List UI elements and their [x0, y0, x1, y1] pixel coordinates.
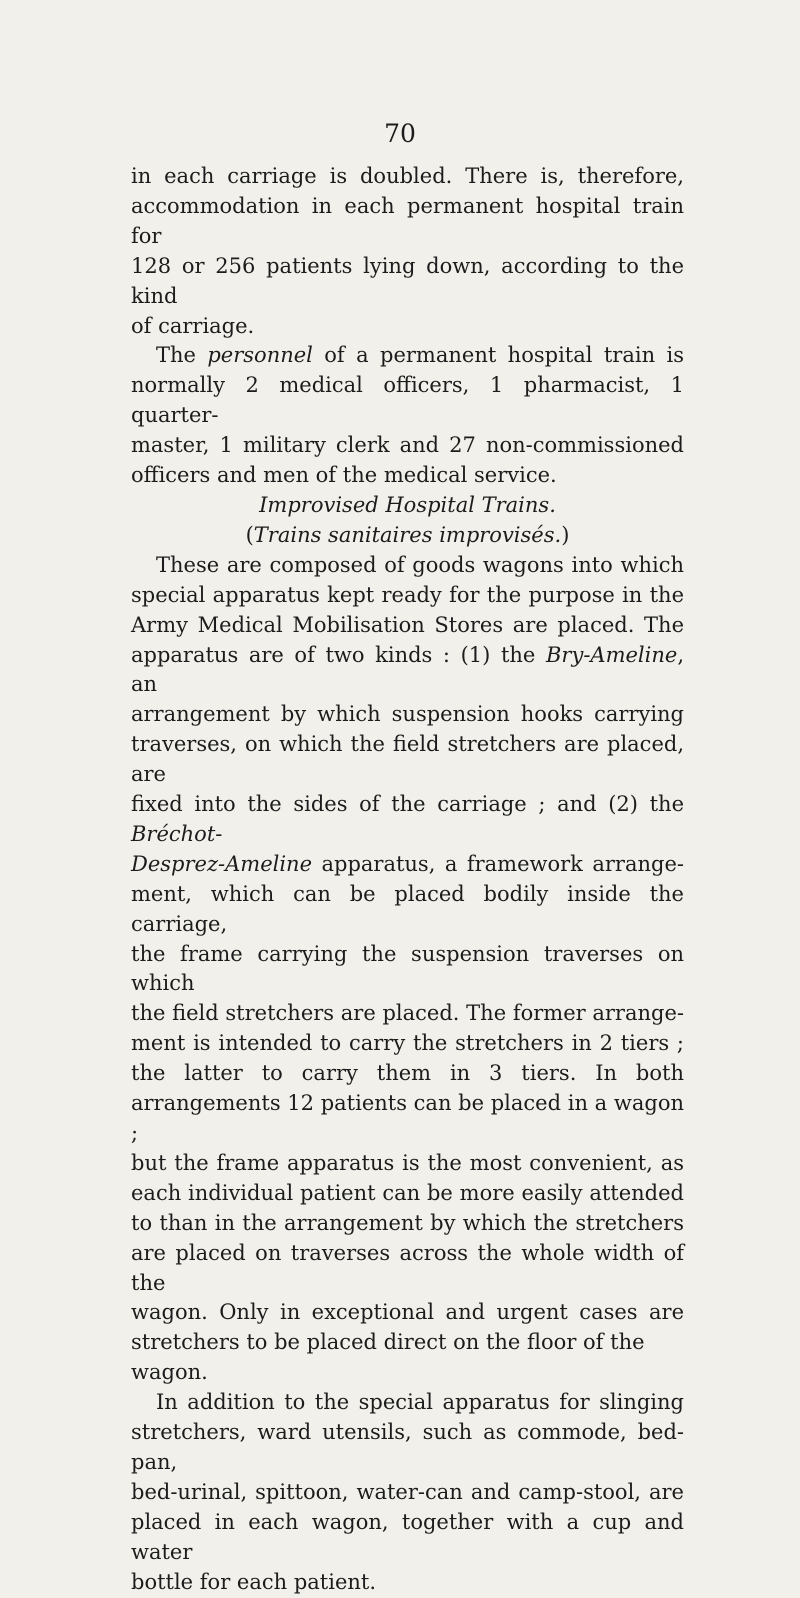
text-line: are placed on traverses across the whole width of the [131, 1240, 684, 1295]
body-text [131, 162, 684, 1598]
text-line: 128 or 256 patients lying down, according to the kind [131, 253, 684, 308]
text-line: but the frame apparatus is the most convenient, as [131, 1150, 684, 1175]
text-line: ment is intended to carry the stretchers in 2 tiers ; [131, 1031, 684, 1056]
text-segment: fixed into the sides of the carriage ; and (2) the [131, 792, 684, 817]
text-segment: , an [131, 642, 684, 697]
text-line: wagon. Only in exceptional and urgent cases are [131, 1300, 684, 1325]
emphasis-desprez-ameline: Desprez-Ameline [131, 851, 313, 876]
text-line: bed-urinal, spittoon, water-can and camp-stool, are [131, 1479, 684, 1504]
text-line: special apparatus kept ready for the purpose in the [131, 582, 684, 607]
text-line: normally 2 medical officers, 1 pharmacist, 1 quarter- [131, 373, 684, 428]
text-segment: The [156, 343, 208, 368]
text-line: the latter to carry them in 3 tiers. In both [131, 1061, 684, 1086]
text-line: master, 1 military clerk and 27 non-commissioned [131, 433, 684, 458]
text-line [131, 341, 684, 371]
text-line: of carriage. [131, 313, 255, 338]
text-line: stretchers to be placed direct on the floor of the wagon. [131, 1330, 645, 1385]
text-line: arrangements 12 patients can be placed in a wagon ; [131, 1091, 684, 1145]
text-line [131, 790, 684, 850]
text-line: placed in each wagon, together with a cup and water [131, 1509, 684, 1564]
text-line: each individual patient can be more easily attended [131, 1180, 684, 1205]
text-line: In addition to the special apparatus for slinging [156, 1390, 684, 1415]
text-line: accommodation in each permanent hospital train for [131, 193, 684, 248]
text-line: arrangement by which suspension hooks carrying [131, 702, 684, 727]
text-line: These are composed of goods wagons into which [156, 552, 684, 577]
text-segment: of a permanent hospital train is [312, 343, 684, 368]
text-line: ment, which can be placed bodily inside the carriage, [131, 881, 684, 936]
emphasis-bry-ameline: Bry-Ameline [545, 642, 678, 667]
section-subheading [131, 521, 684, 551]
text-line: officers and men of the medical service. [131, 463, 557, 488]
text-line: the frame carrying the suspension traverses on which [131, 941, 684, 996]
text-line: Army Medical Mobilisation Stores are placed. The [131, 612, 684, 637]
text-line [131, 641, 684, 701]
section-heading: Improvised Hospital Trains. [259, 492, 556, 517]
emphasis-personnel: personnel [207, 343, 313, 368]
text-line: to than in the arrangement by which the stretchers [131, 1210, 684, 1235]
subheading-french: Trains sanitaires improvisés. [253, 522, 562, 547]
page-number: 70 [384, 119, 416, 148]
parenthesis-open: ( [245, 522, 254, 547]
text-line: traverses, on which the field stretchers are placed, are [131, 732, 684, 787]
text-segment: apparatus are of two kinds : (1) the [131, 642, 546, 667]
text-line: in each carriage is doubled. There is, therefore, [131, 164, 684, 188]
text-line: the field stretchers are placed. The former arrange- [131, 1001, 684, 1026]
parenthesis-close: ) [561, 522, 570, 547]
text-line: bottle for each patient. [131, 1569, 377, 1594]
emphasis-brechot: Bréchot- [131, 821, 223, 846]
text-segment: apparatus, a framework arrange- [312, 851, 684, 876]
text-line: stretchers, ward utensils, such as commode, bed-pan, [131, 1420, 684, 1474]
text-line [131, 850, 684, 880]
